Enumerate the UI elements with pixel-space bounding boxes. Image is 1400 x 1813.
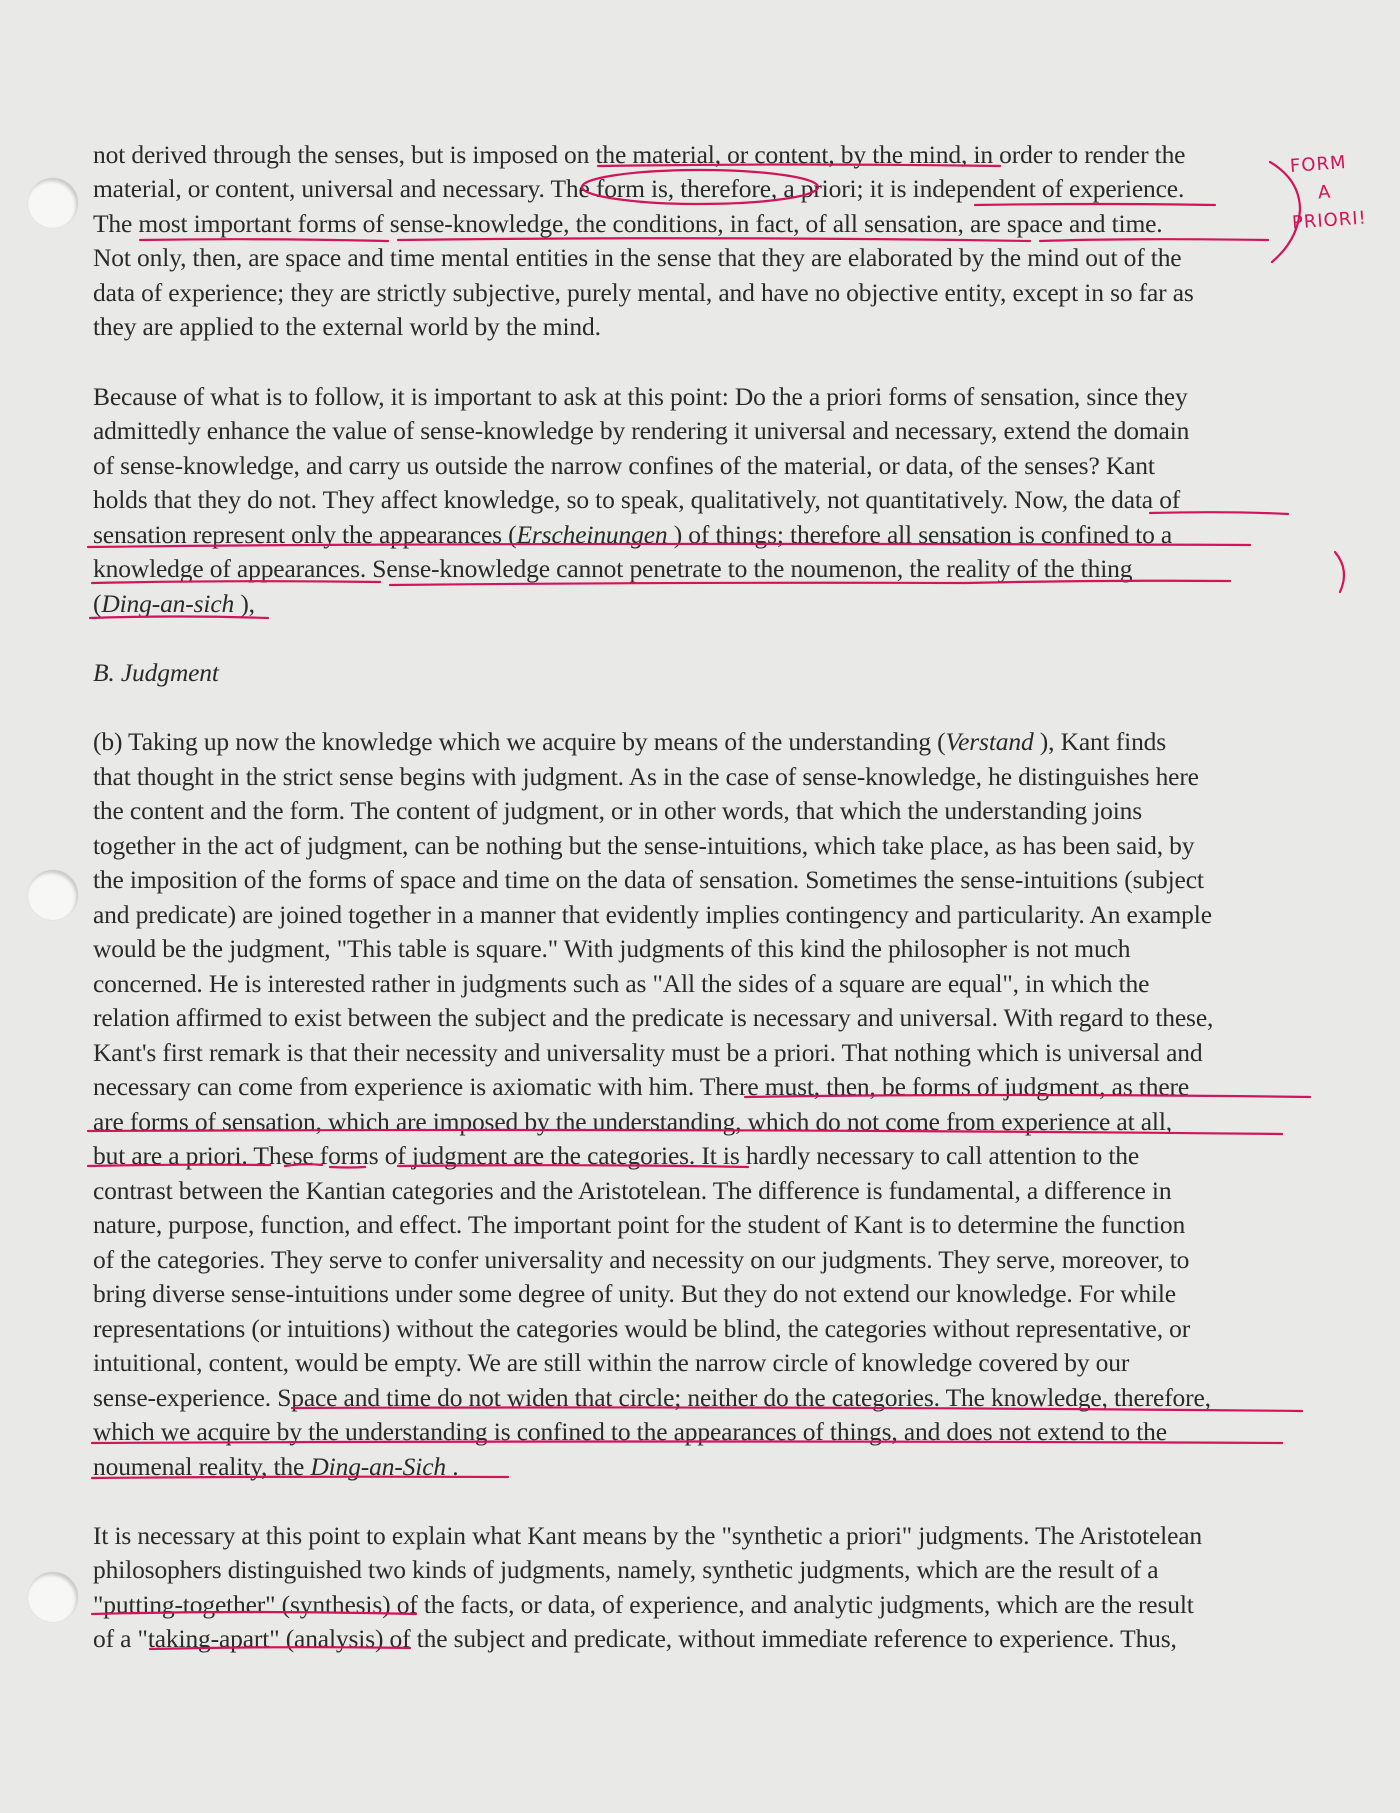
text-line: nature, purpose, function, and effect. The important point for the student of Kant is to determine the function xyxy=(93,1210,1186,1239)
text-line: the imposition of the forms of space and time on the data of sensation. Sometimes the sense-intuitions (subject xyxy=(93,865,1204,894)
text-line: the content and the form. The content of judgment, or in other words, that which the understanding joins xyxy=(93,796,1143,825)
text-line: concerned. He is interested rather in judgments such as "All the sides of a square are equal", in which the xyxy=(93,969,1150,998)
text-line: which we acquire by the understanding is confined to the appearances of things, and does not extend to the xyxy=(93,1417,1167,1446)
text-span: ), xyxy=(234,589,255,618)
margin-note: A xyxy=(1317,181,1333,204)
text-span: sensation represent only the appearances ( xyxy=(93,520,517,549)
text-line: Not only, then, are space and time mental entities in the sense that they are elaborated by the mind out of the xyxy=(93,243,1182,272)
text-span: ) of things; therefore all sensation is confined to a xyxy=(667,520,1173,549)
text-line: of the categories. They serve to confer universality and necessity on our judgments. They serve, moreover, to xyxy=(93,1245,1190,1274)
text-line: contrast between the Kantian categories and the Aristotelean. The difference is fundamental, a difference in xyxy=(93,1176,1172,1205)
text-line: and predicate) are joined together in a manner that evidently implies contingency and particularity. An example xyxy=(93,900,1212,929)
text-line: relation affirmed to exist between the subject and the predicate is necessary and universal. With regard to these, xyxy=(93,1003,1214,1032)
text-line: representations (or intuitions) without the categories would be blind, the categories without representative, or xyxy=(93,1314,1191,1343)
text-line: but are a priori. These forms of judgment are the categories. It is hardly necessary to call attention to the xyxy=(93,1141,1140,1170)
text-span: ( xyxy=(93,589,102,618)
text-line: intuitional, content, would be empty. We are still within the narrow circle of knowledge covered by our xyxy=(93,1348,1130,1377)
text-line: together in the act of judgment, can be nothing but the sense-intuitions, which take place, as has been said, by xyxy=(93,831,1195,860)
section-heading: B. Judgment xyxy=(93,658,219,687)
text-line xyxy=(93,587,255,622)
text-line: they are applied to the external world by the mind. xyxy=(93,312,601,341)
text-line: holds that they do not. They affect knowledge, so to speak, qualitatively, not quantitatively. Now, the data of xyxy=(93,485,1181,514)
binder-hole xyxy=(28,870,78,920)
text-line: of sense-knowledge, and carry us outside the narrow confines of the material, or data, of the senses? Kant xyxy=(93,451,1155,480)
bracket-mark xyxy=(1335,552,1344,592)
text-line: would be the judgment, "This table is square." With judgments of this kind the philosopher is not much xyxy=(93,934,1131,963)
italic-term: Verstand xyxy=(945,727,1034,756)
text-line: necessary can come from experience is axiomatic with him. There must, then, be forms of judgment, as there xyxy=(93,1072,1190,1101)
text-line: not derived through the senses, but is imposed on the material, or content, by the mind, in order to render the xyxy=(93,140,1186,169)
text-span: noumenal reality, the xyxy=(93,1452,311,1481)
text-line: philosophers distinguished two kinds of judgments, namely, synthetic judgments, which are the result of a xyxy=(93,1555,1159,1584)
italic-term: Ding-an-Sich xyxy=(310,1452,446,1481)
margin-note: PRIORI! xyxy=(1291,207,1368,234)
text-line: of a "taking-apart" (analysis) of the subject and predicate, without immediate reference to experience. Thus, xyxy=(93,1624,1177,1653)
text-line: Kant's first remark is that their necessity and universality must be a priori. That nothing which is universal and xyxy=(93,1038,1203,1067)
text-line: "putting-together" (synthesis) of the facts, or data, of experience, and analytic judgments, which are the result xyxy=(93,1590,1194,1619)
italic-term: Ding-an-sich xyxy=(101,589,235,618)
text-span: ), Kant finds xyxy=(1033,727,1167,756)
binder-hole xyxy=(28,178,78,228)
text-line: data of experience; they are strictly subjective, purely mental, and have no objective entity, except in so far as xyxy=(93,278,1194,307)
italic-term: Erscheinungen xyxy=(516,520,668,549)
text-line xyxy=(93,1450,458,1485)
text-line: are forms of sensation, which are imposed by the understanding, which do not come from experience at all, xyxy=(93,1107,1172,1136)
text-line: knowledge of appearances. Sense-knowledge cannot penetrate to the noumenon, the reality of the thing xyxy=(93,554,1133,583)
binder-hole xyxy=(28,1572,78,1622)
text-line: Because of what is to follow, it is important to ask at this point: Do the a priori forms of sensation, since they xyxy=(93,382,1188,411)
text-span: (b) Taking up now the knowledge which we acquire by means of the understanding ( xyxy=(93,727,946,756)
text-line: admittedly enhance the value of sense-knowledge by rendering it universal and necessary, extend the domain xyxy=(93,416,1190,445)
text-line: It is necessary at this point to explain what Kant means by the "synthetic a priori" judgments. The Aristotelean xyxy=(93,1521,1203,1550)
text-span: . xyxy=(445,1452,459,1481)
text-line: material, or content, universal and necessary. The form is, therefore, a priori; it is independent of experience. xyxy=(93,174,1185,203)
text-line xyxy=(93,725,1166,760)
text-line: bring diverse sense-intuitions under some degree of unity. But they do not extend our knowledge. For while xyxy=(93,1279,1176,1308)
text-line: The most important forms of sense-knowledge, the conditions, in fact, of all sensation, are space and time. xyxy=(93,209,1163,238)
margin-note: FORM xyxy=(1289,152,1348,177)
text-line: that thought in the strict sense begins with judgment. As in the case of sense-knowledge, he distinguishes here xyxy=(93,762,1199,791)
text-line: sense-experience. Space and time do not widen that circle; neither do the categories. The knowledge, therefore, xyxy=(93,1383,1211,1412)
text-line xyxy=(93,518,1172,553)
